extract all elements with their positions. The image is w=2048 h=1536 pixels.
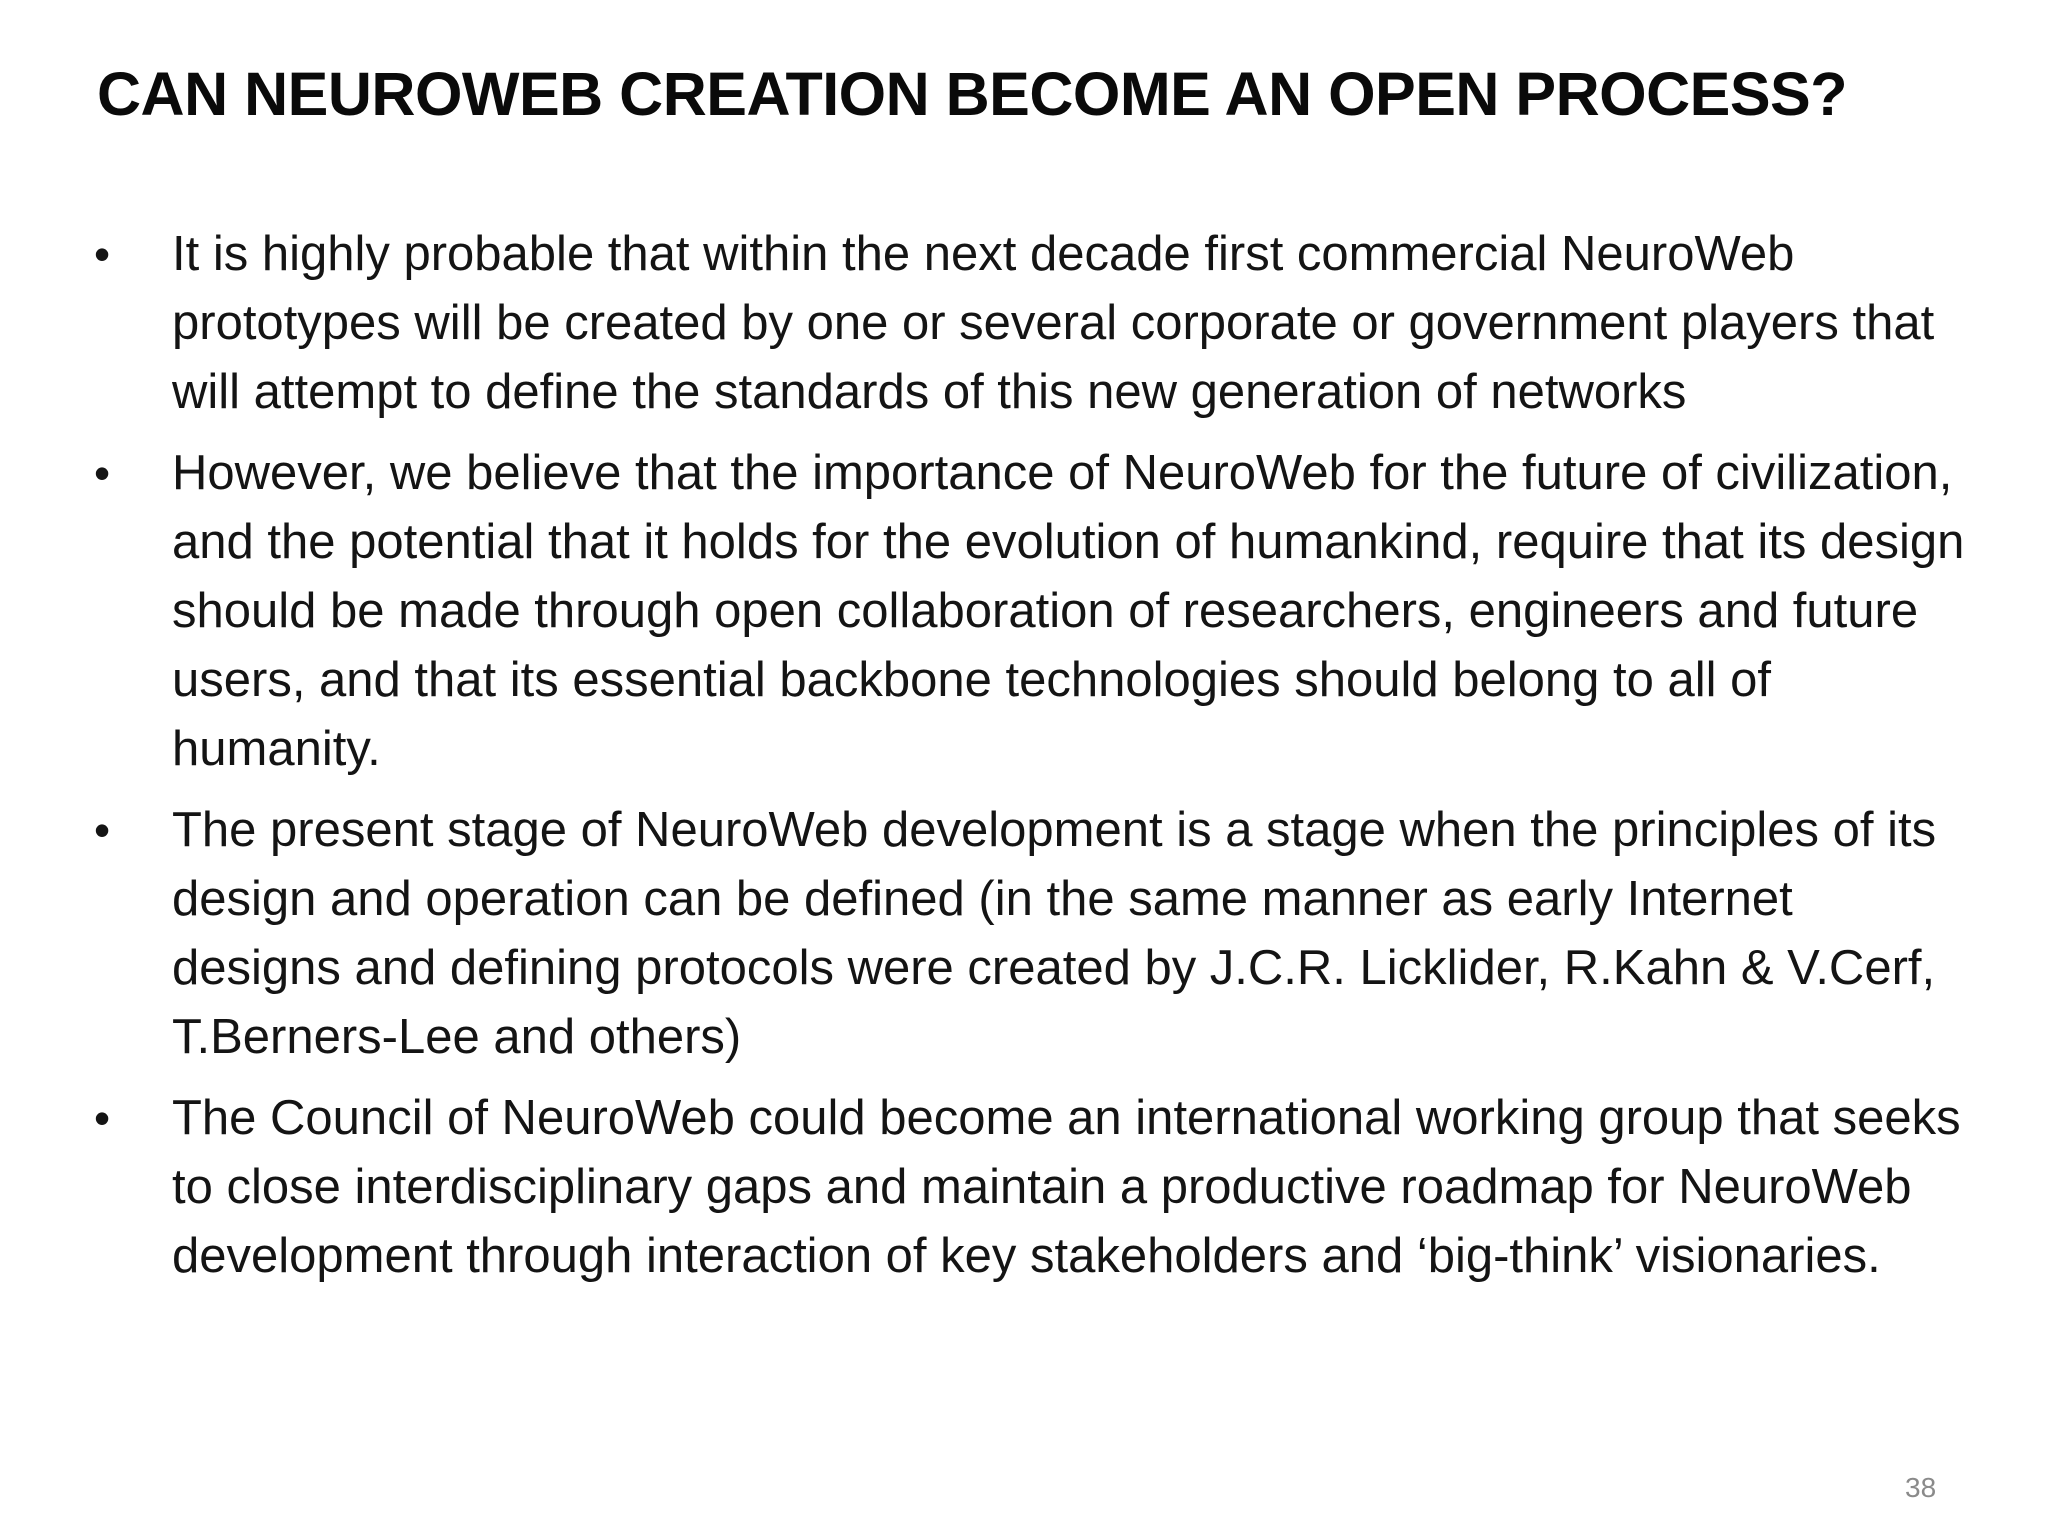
bullet-item-1 (88, 220, 1968, 427)
bullet-text: The present stage of NeuroWeb development is a stage when the principles of its design and operation can be defined (in the same manner as early Internet designs and defining protocols were created by J.C.R. Licklider, R.Kahn & V.Cerf, T.Berners-Lee and others) (172, 803, 1937, 1064)
bullet-item-2 (88, 439, 1968, 784)
page-number: 38 (1905, 1472, 1937, 1503)
bullet-text: However, we believe that the importance of NeuroWeb for the future of civilization, and the potential that it holds for the evolution of humankind, require that its design should be made through open collaboration of researchers, engineers and future users, and that its essential backbone technologies should belong to all of humanity. (172, 446, 1965, 776)
bullet-item-4 (88, 1084, 1968, 1291)
bullet-marker: • (94, 1092, 111, 1144)
bullet-item-3 (88, 796, 1968, 1072)
bullet-marker: • (94, 804, 111, 856)
bullet-list (88, 220, 1968, 1303)
bullet-text: It is highly probable that within the next decade first commercial NeuroWeb prototypes will be created by one or several corporate or government players that will attempt to define the standards of this new generation of networks (172, 227, 1935, 419)
bullet-marker: • (94, 447, 111, 499)
slide-title: CAN NEUROWEB CREATION BECOME AN OPEN PROCESS? (97, 60, 1847, 128)
bullet-marker: • (94, 228, 111, 280)
bullet-text: The Council of NeuroWeb could become an international working group that seeks to close interdisciplinary gaps and maintain a productive roadmap for NeuroWeb development through interaction of key stakeholders and ‘big-think’ visionaries. (172, 1091, 1961, 1283)
